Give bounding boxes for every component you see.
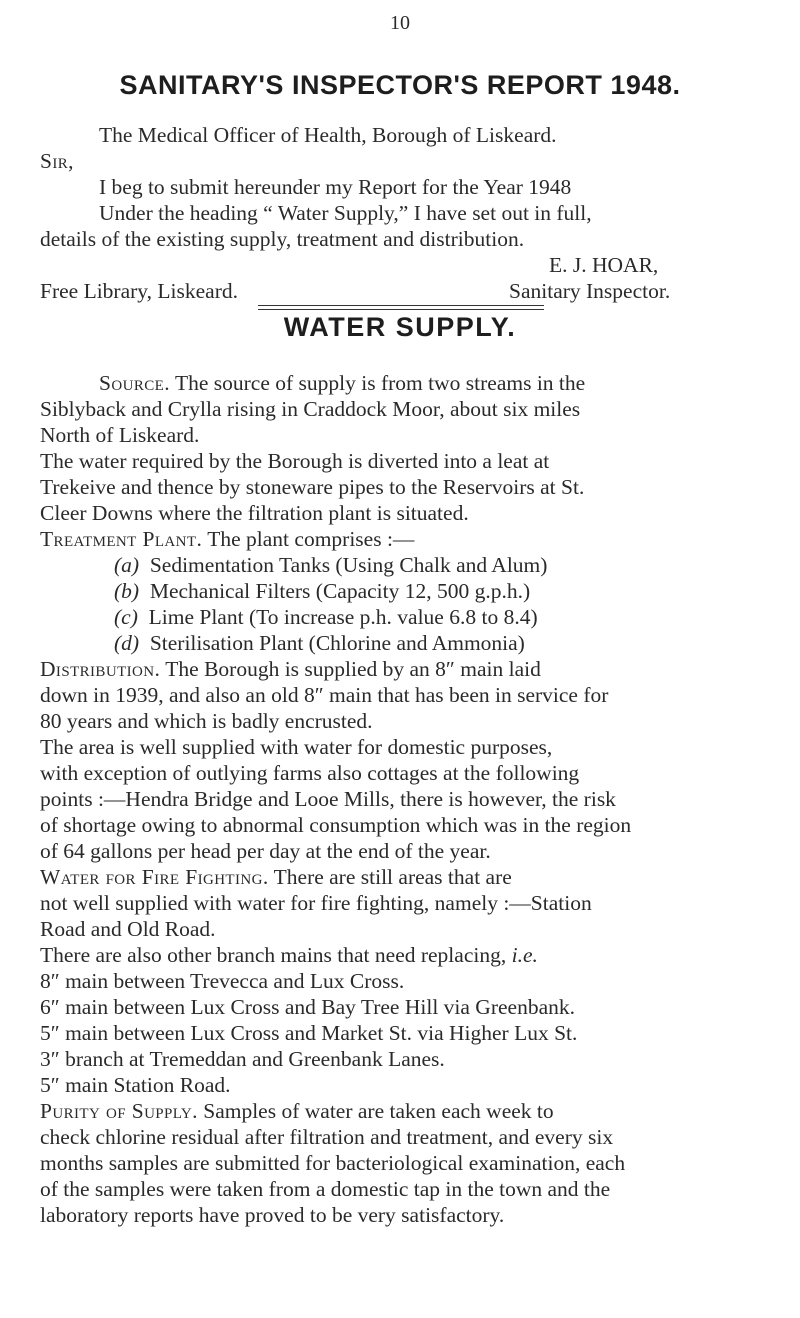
source-line-3: North of Liskeard. [40, 423, 200, 447]
divider-rule-bottom [258, 309, 544, 310]
treatment-heading: Treatment Plant. [40, 527, 203, 551]
letter-addressee: The Medical Officer of Health, Borough of Liskeard. [99, 123, 557, 147]
distribution-line-1 [40, 656, 541, 682]
letter-line-2: Under the heading “ Water Supply,” I have set out in full, [99, 201, 592, 225]
treatment-item-d [114, 630, 525, 656]
treatment-item-text: Lime Plant (To increase p.h. value 6.8 to 8.4) [148, 605, 538, 629]
signatory-title: Sanitary Inspector. [509, 279, 671, 303]
source-text-1: The source of supply is from two streams in the [174, 371, 586, 395]
treatment-item-label: (a) [114, 553, 140, 577]
section-title: WATER SUPPLY. [283, 312, 517, 342]
page-number: 10 [390, 12, 410, 34]
distribution-text-1: The Borough is supplied by an 8″ main laid [165, 657, 541, 681]
treatment-item-label: (d) [114, 631, 140, 655]
fire-text-1: There are still areas that are [273, 865, 512, 889]
treatment-item-a [114, 552, 547, 578]
fire-line-4 [40, 942, 538, 968]
distribution-heading: Distribution. [40, 657, 161, 681]
purity-line-1 [40, 1098, 554, 1124]
fire-text-4: There are also other branch mains that need replacing, [40, 943, 507, 967]
main-item: 5″ main between Lux Cross and Market St. via Higher Lux St. [40, 1021, 578, 1045]
purity-line-5: laboratory reports have proved to be very satisfactory. [40, 1203, 505, 1227]
distribution-line-3: 80 years and which is badly encrusted. [40, 709, 373, 733]
fire-line-2: not well supplied with water for fire fighting, namely :—Station [40, 891, 592, 915]
fire-line-3: Road and Old Road. [40, 917, 216, 941]
report-title: SANITARY'S INSPECTOR'S REPORT 1948. [119, 70, 681, 100]
source-line-5: Trekeive and thence by stoneware pipes to the Reservoirs at St. [40, 475, 585, 499]
treatment-item-text: Sterilisation Plant (Chlorine and Ammonia) [149, 631, 525, 655]
treatment-line [40, 526, 414, 552]
source-line-6: Cleer Downs where the filtration plant is situated. [40, 501, 469, 525]
distribution-line-7: of shortage owing to abnormal consumption which was in the region [40, 813, 632, 837]
purity-line-3: months samples are submitted for bacteriological examination, each [40, 1151, 626, 1175]
fire-ie: i.e. [511, 943, 538, 967]
treatment-item-text: Sedimentation Tanks (Using Chalk and Alum) [149, 553, 548, 577]
distribution-line-5: with exception of outlying farms also cottages at the following [40, 761, 580, 785]
fire-heading: Water for Fire Fighting. [40, 865, 269, 889]
letter-salutation: Sir, [40, 149, 74, 173]
treatment-item-label: (c) [114, 605, 138, 629]
purity-heading: Purity of Supply. [40, 1099, 198, 1123]
main-item: 6″ main between Lux Cross and Bay Tree Hill via Greenbank. [40, 995, 576, 1019]
fire-line-1 [40, 864, 512, 890]
treatment-item-text: Mechanical Filters (Capacity 12, 500 g.p.h.) [149, 579, 531, 603]
treatment-item-c [114, 604, 538, 630]
signatory-name: E. J. HOAR, [549, 253, 659, 277]
divider-rule-top [258, 305, 544, 306]
main-item: 3″ branch at Tremeddan and Greenbank Lanes. [40, 1047, 445, 1071]
treatment-intro: The plant comprises :— [207, 527, 415, 551]
treatment-item-b [114, 578, 530, 604]
source-line-1 [99, 370, 585, 396]
main-item: 5″ main Station Road. [40, 1073, 231, 1097]
letter-address: Free Library, Liskeard. [40, 279, 238, 303]
treatment-item-label: (b) [114, 579, 140, 603]
distribution-line-8: of 64 gallons per head per day at the end of the year. [40, 839, 491, 863]
letter-line-1: I beg to submit hereunder my Report for the Year 1948 [99, 175, 572, 199]
distribution-line-4: The area is well supplied with water for domestic purposes, [40, 735, 553, 759]
purity-line-2: check chlorine residual after filtration and treatment, and every six [40, 1125, 614, 1149]
distribution-line-2: down in 1939, and also an old 8″ main that has been in service for [40, 683, 609, 707]
distribution-line-6: points :—Hendra Bridge and Looe Mills, there is however, the risk [40, 787, 616, 811]
source-heading: Source. [99, 371, 170, 395]
main-item: 8″ main between Trevecca and Lux Cross. [40, 969, 405, 993]
purity-line-4: of the samples were taken from a domestic tap in the town and the [40, 1177, 611, 1201]
purity-text-1: Samples of water are taken each week to [203, 1099, 554, 1123]
letter-line-3: details of the existing supply, treatment and distribution. [40, 227, 525, 251]
source-line-4: The water required by the Borough is diverted into a leat at [40, 449, 550, 473]
source-line-2: Siblyback and Crylla rising in Craddock Moor, about six miles [40, 397, 581, 421]
